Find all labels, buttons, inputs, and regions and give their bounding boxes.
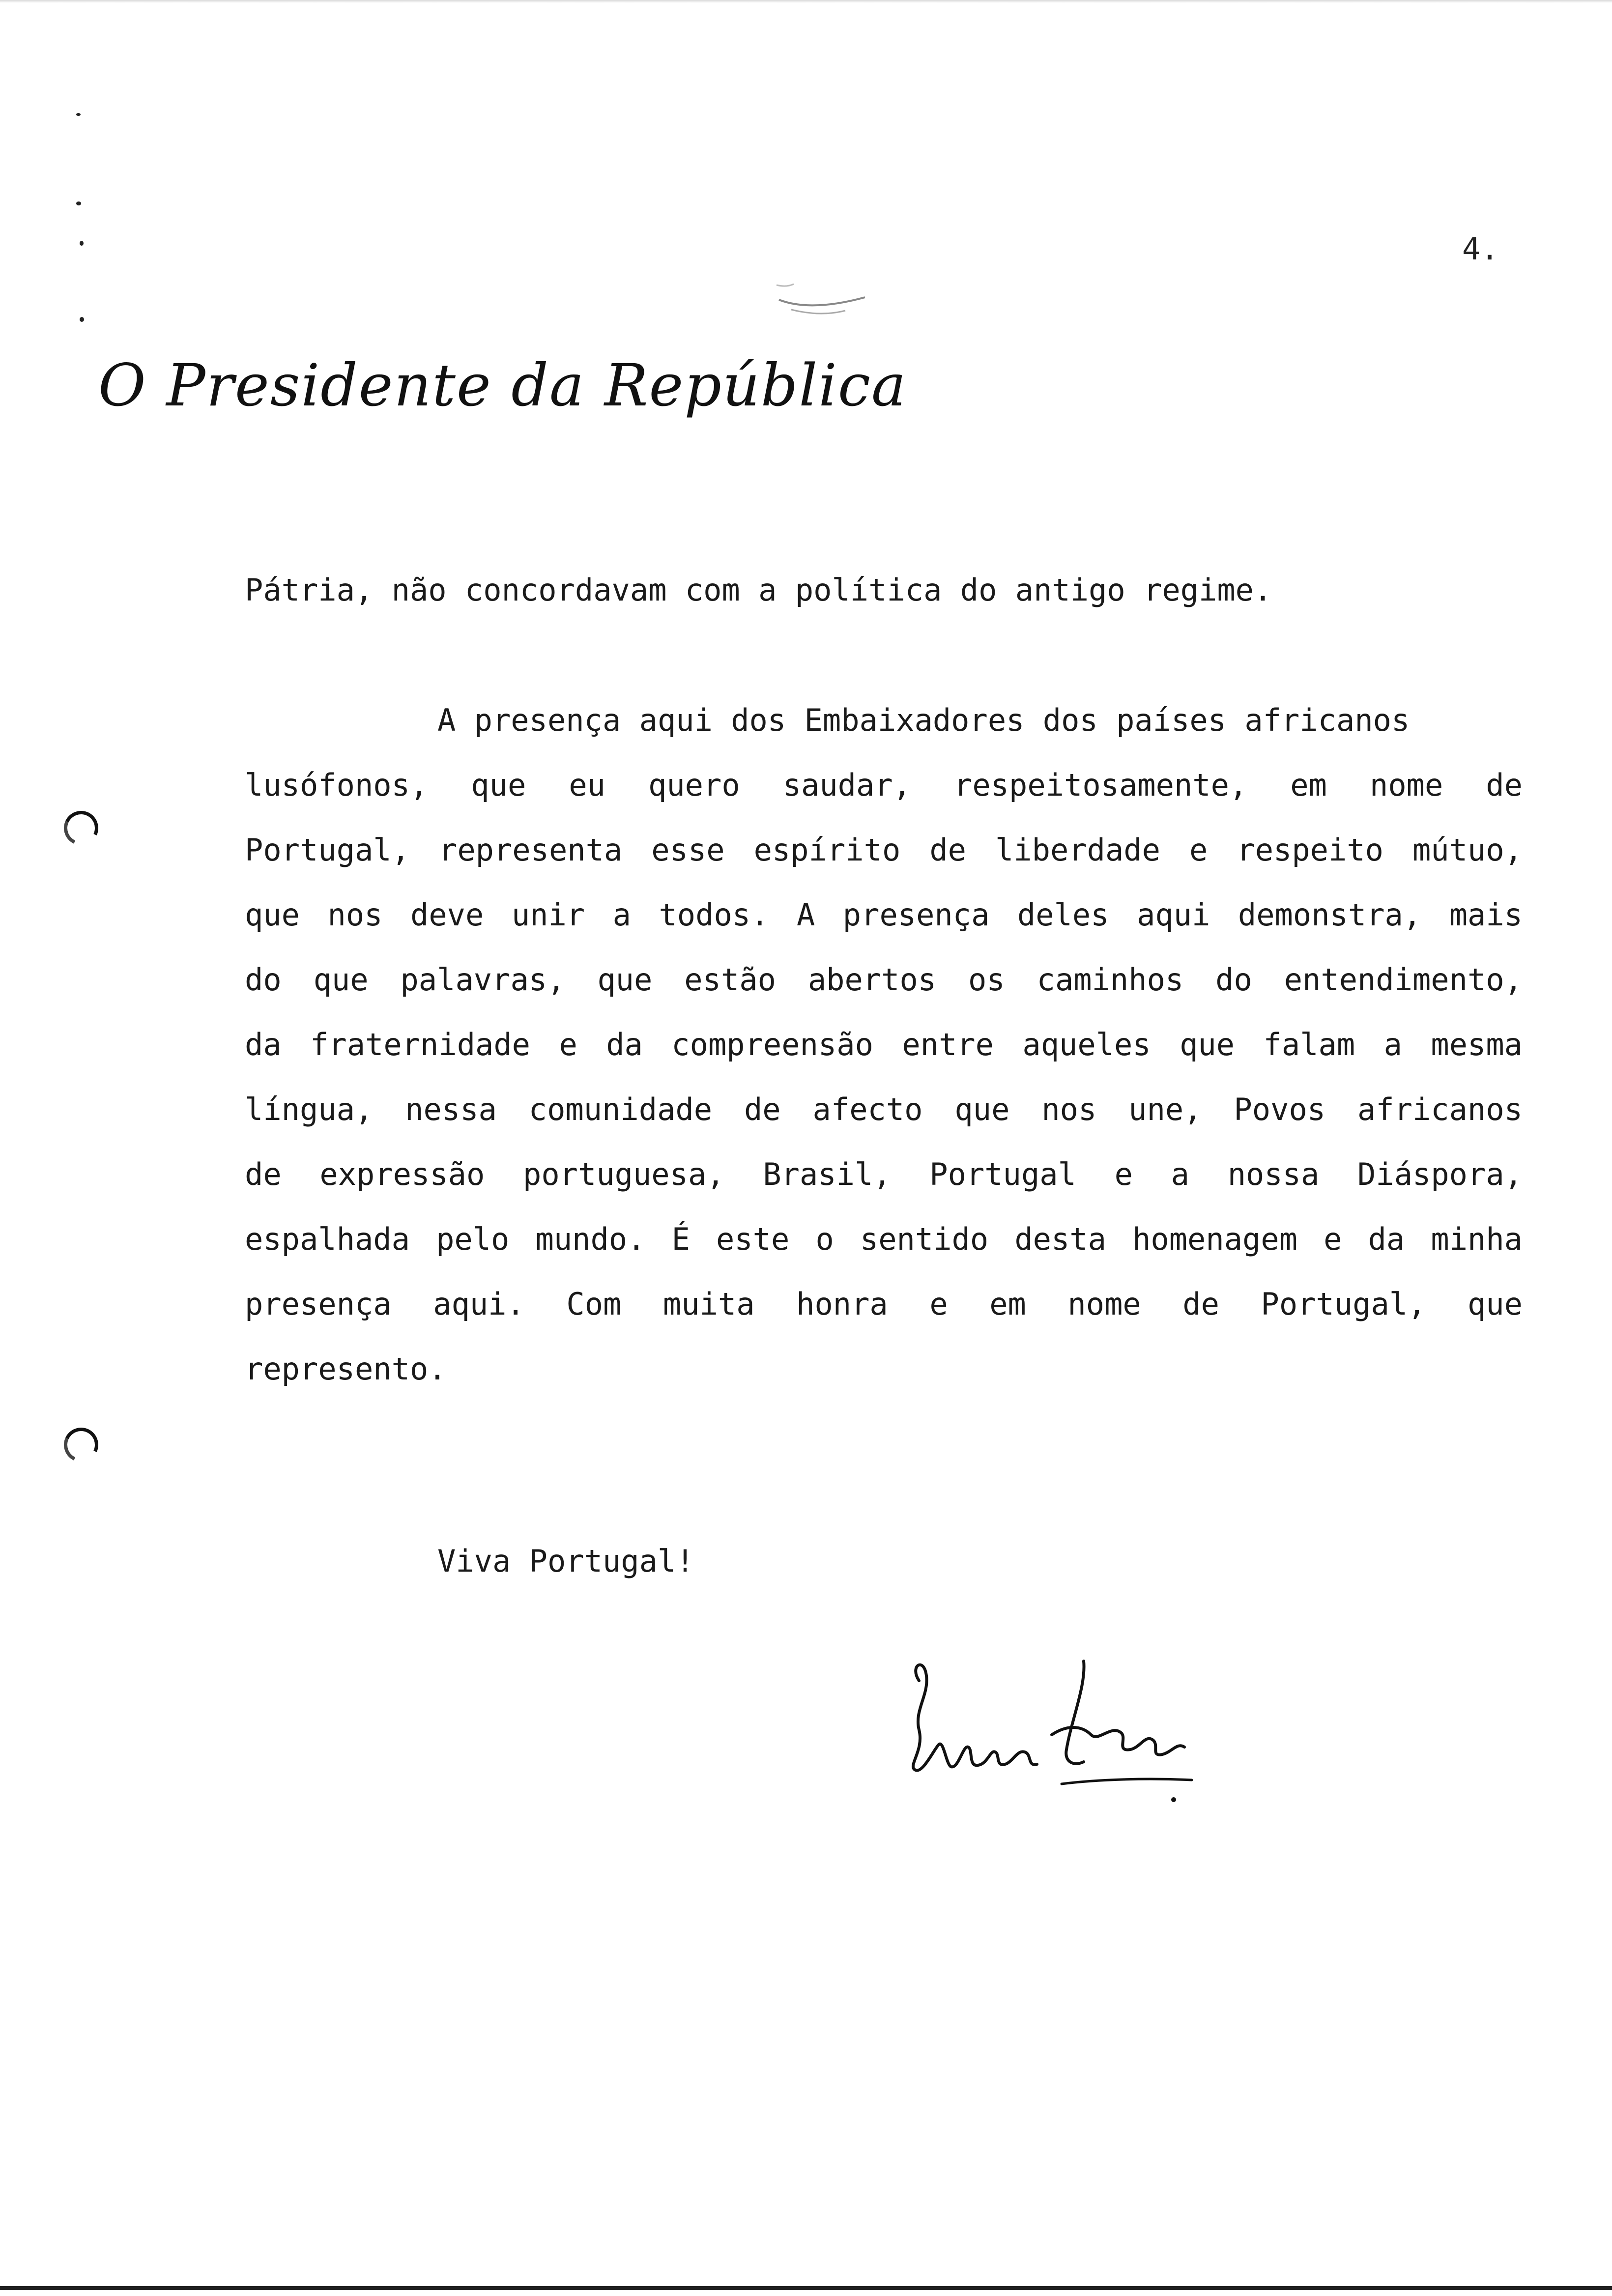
- paragraph-2: [245, 688, 1523, 1402]
- text-line: da fraternidade e da compreensão entre aqueles que falam a mesma: [245, 1027, 1523, 1062]
- closing-text: Viva Portugal!: [437, 1543, 694, 1579]
- text-line: que nos deve unir a todos. A presença deles aqui demonstra, mais: [245, 897, 1523, 933]
- page-top-edge: [0, 0, 1612, 3]
- text-line: de expressão portuguesa, Brasil, Portugal e a nossa Diáspora,: [245, 1156, 1523, 1192]
- text-line: Portugal, representa esse espírito de liberdade e respeito mútuo,: [245, 832, 1523, 868]
- page-number: 4.: [1462, 231, 1499, 267]
- text-line: espalhada pelo mundo. É este o sentido desta homenagem e da minha: [245, 1221, 1523, 1257]
- signature: [904, 1651, 1209, 1830]
- margin-mark: [80, 317, 84, 322]
- text-line: do que palavras, que estão abertos os caminhos do entendimento,: [245, 962, 1523, 998]
- letterhead-title: O Presidente da República: [98, 351, 907, 419]
- text-line: língua, nessa comunidade de afecto que nos une, Povos africanos: [245, 1091, 1523, 1127]
- text-line: presença aqui. Com muita honra e em nome de Portugal, que: [245, 1286, 1523, 1322]
- faint-stamp-mark: [772, 265, 870, 321]
- page-bottom-edge: [0, 2286, 1612, 2290]
- text-line: Pátria, não concordavam com a política do antigo regime.: [245, 572, 1272, 608]
- text-line: represento.: [245, 1351, 447, 1387]
- punch-hole-mark: [59, 806, 103, 850]
- margin-mark: [76, 113, 81, 116]
- margin-mark: [80, 241, 84, 246]
- margin-mark: [76, 201, 81, 205]
- paragraph-1: [245, 558, 1523, 623]
- punch-hole-mark: [59, 1423, 103, 1467]
- text-line: A presença aqui dos Embaixadores dos países africanos: [437, 702, 1410, 738]
- text-line: lusófonos, que eu quero saudar, respeitosamente, em nome de: [245, 767, 1523, 803]
